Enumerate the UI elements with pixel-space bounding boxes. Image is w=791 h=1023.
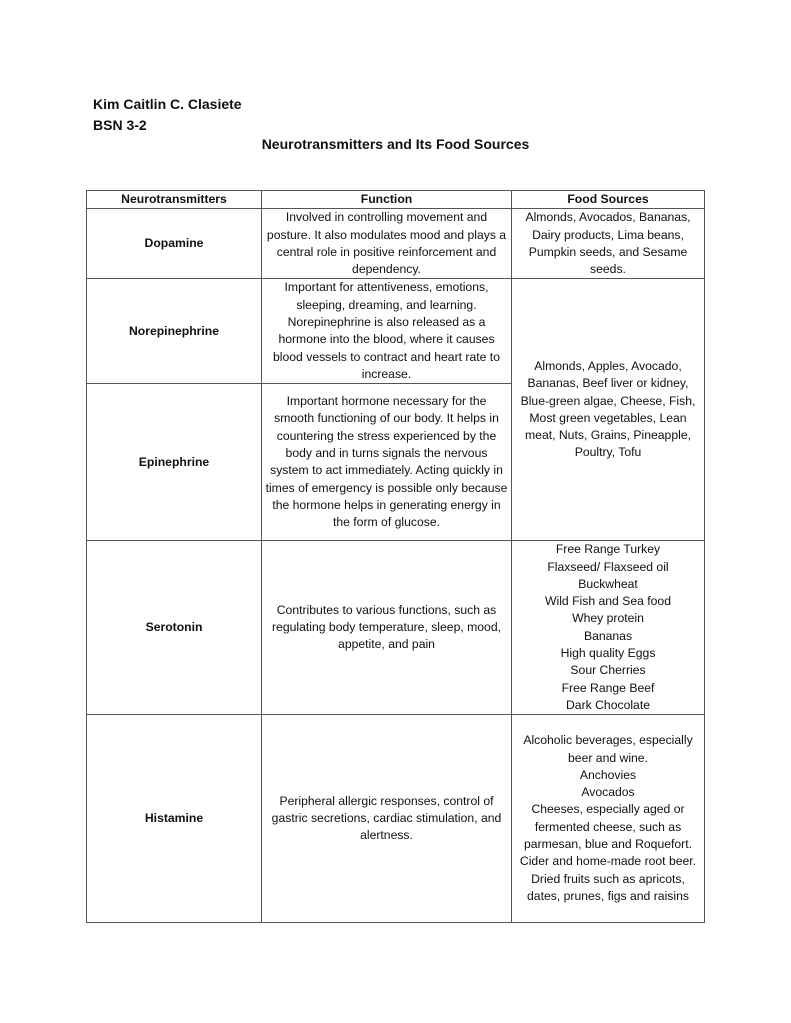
neurotransmitter-name: Dopamine <box>87 209 262 279</box>
food-sources-cell <box>512 541 705 715</box>
function-cell: Important hormone necessary for the smooth functioning of our body. It helps in countering the stress experienced by the body and in turns signals the nervous system to act immediately. Acting quickly in times of emergency is possible only because the hormone helps in generating energy in the form of glucose. <box>262 384 512 541</box>
column-header: Neurotransmitters <box>87 191 262 209</box>
document-title-text: Neurotransmitters and Its Food Sources <box>261 136 530 152</box>
neurotransmitter-name: Histamine <box>87 715 262 923</box>
food-item: Flaxseed/ Flaxseed oil <box>547 559 669 574</box>
class-section: BSN 3-2 <box>93 117 147 133</box>
function-cell: Peripheral allergic responses, control of gastric secretions, cardiac stimulation, and alertness. <box>262 715 512 923</box>
neurotransmitter-name: Serotonin <box>87 541 262 715</box>
neurotransmitter-name: Epinephrine <box>87 384 262 541</box>
food-item: Buckwheat <box>578 576 638 591</box>
food-item: Alcoholic beverages, especially beer and wine. <box>523 733 693 765</box>
food-item: Anchovies <box>579 767 637 782</box>
column-header: Function <box>262 191 512 209</box>
table-row <box>87 279 705 384</box>
food-item: Bananas <box>583 628 633 643</box>
food-item: Dark Chocolate <box>566 697 650 712</box>
table-row <box>87 541 705 715</box>
function-cell: Important for attentiveness, emotions, sleeping, dreaming, and learning. Norepinephrine is also released as a hormone into the blood, where it causes blood vessels to contract and heart rate to increase. <box>262 279 512 384</box>
document-title <box>0 135 791 153</box>
food-item: Free Range Turkey <box>555 542 661 557</box>
function-cell: Involved in controlling movement and posture. It also modulates mood and plays a central role in positive reinforcement and dependency. <box>262 209 512 279</box>
column-header: Food Sources <box>512 191 705 209</box>
food-item: Dried fruits such as apricots, dates, prunes, figs and raisins <box>527 871 689 903</box>
neurotransmitter-name: Norepinephrine <box>87 279 262 384</box>
food-item: Free Range Beef <box>561 680 655 695</box>
function-cell: Contributes to various functions, such as regulating body temperature, sleep, mood, appetite, and pain <box>262 541 512 715</box>
food-sources-cell: Almonds, Avocados, Bananas, Dairy products, Lima beans, Pumpkin seeds, and Sesame seeds. <box>512 209 705 279</box>
food-sources-cell <box>512 715 705 923</box>
author-name: Kim Caitlin C. Clasiete <box>93 96 242 112</box>
table-row <box>87 715 705 923</box>
food-item: Sour Cherries <box>570 663 646 678</box>
food-item: Cheeses, especially aged or fermented cheese, such as parmesan, blue and Roquefort. <box>523 802 693 852</box>
table-header-row <box>87 191 705 209</box>
neurotransmitter-table <box>86 190 705 923</box>
food-item: Cider and home-made root beer. <box>519 854 697 869</box>
table-row <box>87 209 705 279</box>
author-block <box>93 94 242 136</box>
food-item: Whey protein <box>572 611 644 626</box>
shared-food-sources-cell: Almonds, Apples, Avocado, Bananas, Beef liver or kidney, Blue-green algae, Cheese, Fish, Most green vegetables, Lean meat, Nuts, Grains, Pineapple, Poultry, Tofu <box>512 279 705 541</box>
food-item: Wild Fish and Sea food <box>544 594 671 609</box>
food-item: Avocados <box>581 785 635 800</box>
food-item: High quality Eggs <box>560 646 656 661</box>
